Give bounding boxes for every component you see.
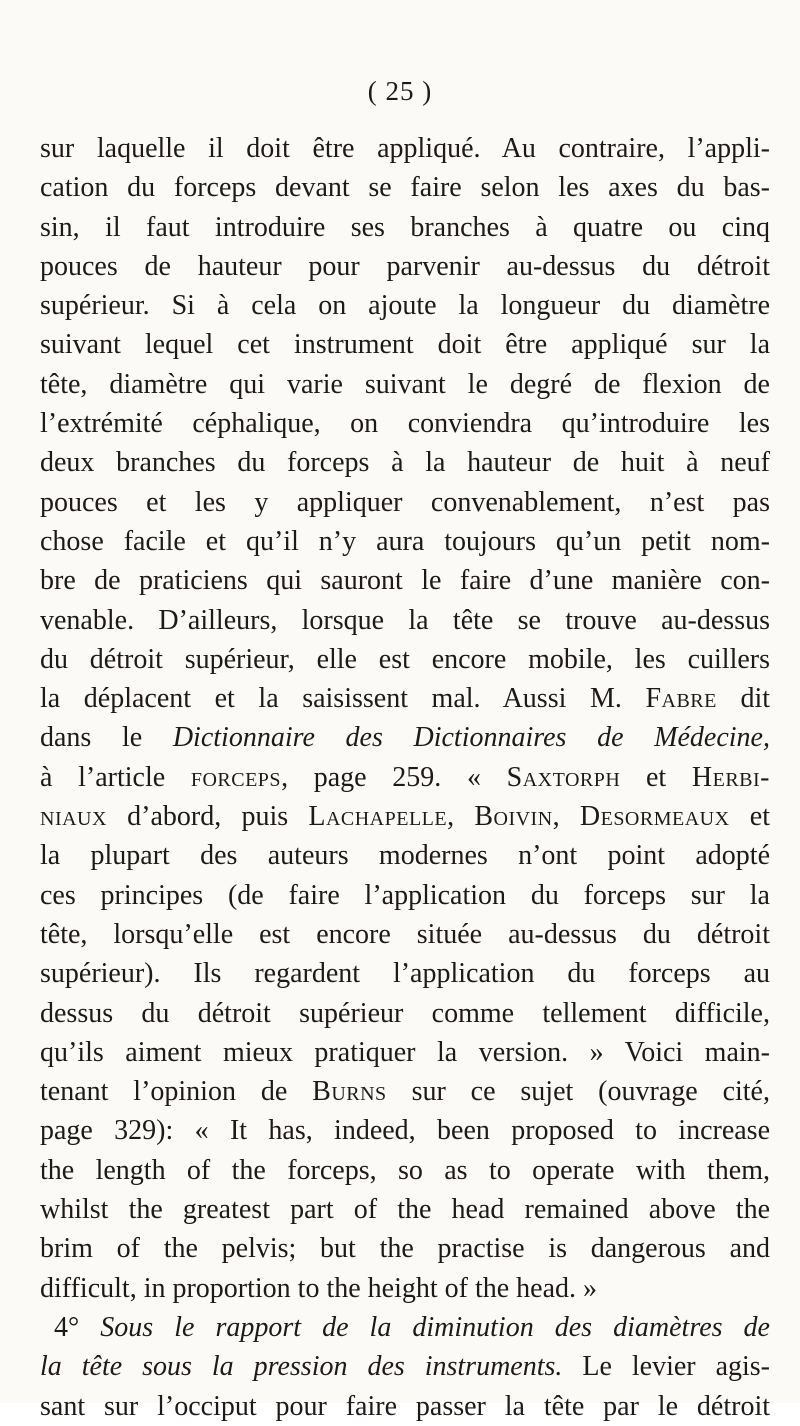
text-segment: pouces de hauteur pour parvenir au-dessus du détroit [40, 250, 770, 282]
text-line [40, 561, 770, 600]
text-segment: supérieur). Ils regardent l’application du forceps au [40, 958, 770, 990]
text-line [40, 1072, 770, 1111]
text-segment: Boivin [474, 801, 553, 833]
text-segment: sur laquelle il doit être appliqué. Au contraire, l’appli- [40, 133, 770, 164]
text-line [40, 325, 770, 364]
text-line [40, 286, 770, 325]
text-line [40, 247, 770, 286]
text-segment: page 329): « It has, indeed, been proposed to increase [40, 1115, 770, 1147]
text-line [40, 954, 770, 993]
text-line [40, 1347, 770, 1386]
text-segment: the length of the forceps, so as to operate with them, [40, 1154, 770, 1186]
text-line [40, 1190, 770, 1229]
text-segment: ces principes (de faire l’application du forceps sur la [40, 879, 770, 911]
text-segment: , page 259. « [281, 761, 507, 793]
text-segment: 4° [54, 1311, 101, 1343]
text-segment: suivant lequel cet instrument doit être appliqué sur la [40, 329, 770, 361]
text-segment: Lachapelle [308, 801, 448, 833]
text-segment: Le levier agis- [562, 1351, 770, 1383]
text-segment: la plupart des auteurs modernes n’ont point adopté [40, 840, 770, 872]
text-segment: du détroit supérieur, elle est encore mobile, les cuillers [40, 643, 770, 675]
text-line [40, 1308, 770, 1347]
text-line [40, 836, 770, 875]
text-segment: et [620, 761, 692, 793]
text-line [40, 1111, 770, 1150]
text-line [40, 443, 770, 482]
text-segment: Sous le rapport de la diminution des diamètres de [100, 1311, 770, 1343]
text-segment: la tête sous la pression des instruments. [40, 1351, 563, 1383]
text-line [40, 758, 770, 797]
text-segment: sin, il faut introduire ses branches à quatre ou cinq [40, 211, 770, 243]
text-segment: tête, diamètre qui varie suivant le degré de flexion de [40, 368, 770, 400]
text-segment: brim of the pelvis; but the practise is dangerous and [40, 1233, 770, 1265]
text-segment: sur ce sujet (ouvrage cité, [386, 1076, 770, 1108]
text-line [40, 129, 770, 168]
text-segment: dans le [40, 722, 173, 754]
text-line [40, 994, 770, 1033]
text-line [40, 1151, 770, 1190]
text-segment: chose facile et qu’il n’y aura toujours qu’un petit nom- [40, 525, 770, 557]
text-segment: Herbi- [691, 761, 770, 793]
page-number: ( 25 ) [367, 76, 433, 106]
text-line [40, 168, 770, 207]
text-line [40, 1033, 770, 1072]
text-line [40, 797, 770, 836]
text-segment: pouces et les y appliquer convenablement, n’est pas [40, 486, 770, 518]
text-segment: supérieur. Si à cela on ajoute la longueur du diamètre [40, 290, 770, 322]
text-segment: Burns [312, 1076, 387, 1108]
text-segment: Dictionnaire des Dictionnaires de Médecine, [172, 722, 770, 754]
text-line [40, 365, 770, 404]
text-line [40, 483, 770, 522]
text-segment: dessus du détroit supérieur comme tellement difficile, [40, 997, 770, 1029]
text-segment: sant sur l’occiput pour faire passer la tête par le détroit [40, 1390, 770, 1422]
text-segment: , [552, 801, 580, 833]
text-segment: venable. D’ailleurs, lorsque la tête se trouve au-dessus [40, 604, 770, 636]
text-segment: bre de praticiens qui sauront le faire d’une manière con- [40, 565, 770, 597]
text-segment: tenant l’opinion de [40, 1076, 313, 1108]
text-segment: difficult, in proportion to the height of the head. » [40, 1272, 598, 1304]
text-segment: cation du forceps devant se faire selon les axes du bas- [40, 172, 770, 204]
text-segment: et [729, 801, 770, 833]
text-line [40, 915, 770, 954]
text-segment: à l’article [40, 761, 191, 793]
text-line [40, 208, 770, 247]
text-segment: Desormeaux [579, 801, 730, 833]
text-segment: dit [716, 683, 770, 715]
text-segment: Saxtorph [506, 761, 621, 793]
text-line [40, 640, 770, 679]
text-segment: forceps [190, 761, 282, 793]
text-line [40, 1387, 770, 1426]
text-segment: deux branches du forceps à la hauteur de huit à neuf [40, 447, 770, 479]
text-segment: d’abord, puis [106, 801, 309, 833]
text-segment: l’extrémité céphalique, on conviendra qu’introduire les [40, 408, 770, 440]
text-line [40, 522, 770, 561]
text-line [40, 601, 770, 640]
text-line [40, 679, 770, 718]
text-line [40, 718, 770, 757]
text-segment: niaux [40, 801, 107, 833]
text-segment: , [447, 801, 475, 833]
text-segment: la déplacent et la saisissent mal. Aussi M. [40, 683, 646, 715]
text-segment: Fabre [645, 683, 717, 715]
text-segment: qu’ils aiment mieux pratiquer la version. » Voici main- [40, 1036, 770, 1068]
text-segment: whilst the greatest part of the head remained above the [40, 1194, 770, 1226]
body-text [40, 129, 770, 1426]
text-line [40, 404, 770, 443]
text-line [40, 1269, 770, 1308]
text-line [40, 1229, 770, 1268]
text-segment: tête, lorsqu’elle est encore située au-dessus du détroit [40, 918, 770, 950]
text-line [40, 876, 770, 915]
